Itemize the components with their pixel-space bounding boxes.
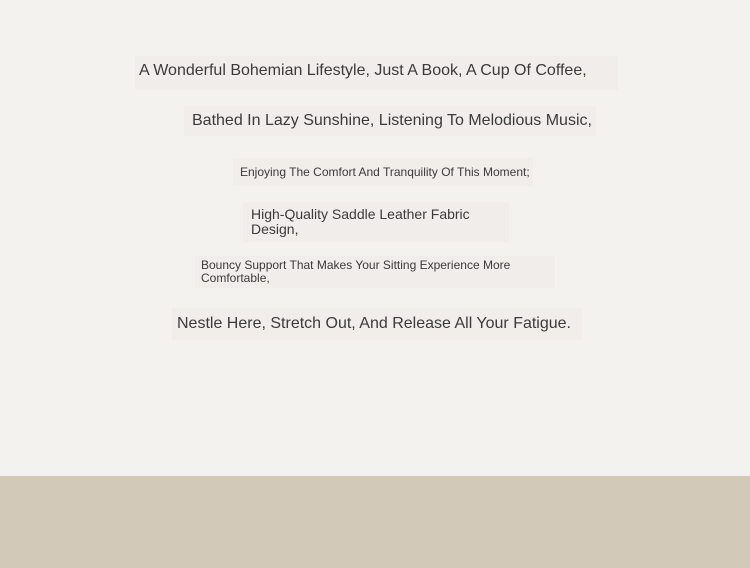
text-line-1: A Wonderful Bohemian Lifestyle, Just A Book, A Cup Of Coffee,	[135, 56, 618, 90]
text-line-5: Bouncy Support That Makes Your Sitting Experience More Comfortable,	[195, 256, 555, 288]
footer-band	[0, 476, 750, 568]
text-line-3: Enjoying The Comfort And Tranquility Of This Moment;	[233, 158, 533, 186]
text-line-2: Bathed In Lazy Sunshine, Listening To Melodious Music,	[184, 106, 596, 136]
text-line-6: Nestle Here, Stretch Out, And Release All Your Fatigue.	[172, 308, 582, 340]
text-line-4: High-Quality Saddle Leather Fabric Design,	[243, 202, 509, 242]
